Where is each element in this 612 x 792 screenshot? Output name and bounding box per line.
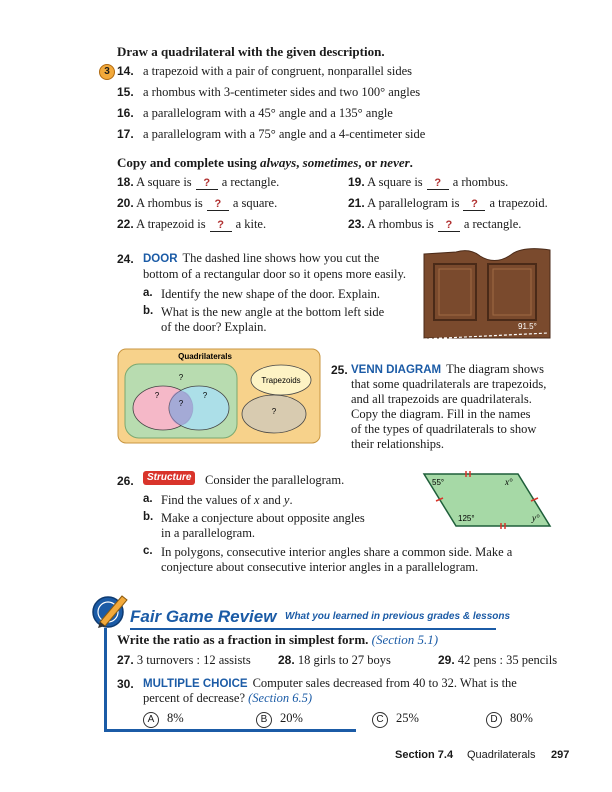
sub-text-part: . [289, 493, 293, 507]
sub-text: Identify the new shape of the door. Explain. [161, 287, 381, 301]
item-number: 28. [278, 653, 295, 667]
footer-title: Quadrilaterals [467, 749, 536, 761]
heading-separator: , [296, 155, 303, 170]
question-line: that some quadrilaterals are trapezoids, [351, 377, 547, 391]
venn-diagram [117, 348, 321, 444]
venn-question: ? [202, 391, 208, 400]
section-reference: (Section 6.5) [248, 691, 313, 705]
angle-label: y° [532, 513, 540, 523]
item-text: A parallelogram is [367, 196, 460, 210]
choice-letter: A [143, 712, 159, 728]
venn-overlap [169, 391, 193, 425]
item-number: 29. [438, 653, 455, 667]
question-text [143, 690, 312, 706]
list-item [117, 174, 279, 190]
item-text: a parallelogram with a 45° angle and a 135° angle [143, 106, 393, 120]
structure-badge: Structure [143, 471, 195, 485]
item-text: A rhombus is [367, 217, 434, 231]
choice-letter: C [372, 712, 388, 728]
question-line: of the types of quadrilaterals to show [351, 422, 537, 436]
angle-label: 91.5° [518, 322, 537, 331]
sub-text: In polygons, consecutive interior angles share a common side. Make a [161, 545, 513, 559]
item-text: A square is [136, 175, 192, 189]
question-line: bottom of a rectangular door so it opens more easily. [143, 267, 407, 281]
choice-value: 25% [396, 711, 419, 725]
item-text: a trapezoid with a pair of congruent, nonparallel sides [143, 64, 413, 78]
choice-c[interactable] [372, 710, 419, 728]
angle-label: 125° [458, 514, 475, 523]
answer-blank: ? [207, 198, 229, 211]
venn-question: ? [178, 373, 184, 382]
answer-blank: ? [438, 219, 460, 232]
list-item [348, 195, 548, 211]
list-item [348, 174, 508, 190]
choice-value: 20% [280, 711, 303, 725]
sub-label: b. [143, 511, 154, 523]
item-text: A rhombus is [136, 196, 203, 210]
venn-question: ? [154, 391, 160, 400]
item-number: 18. [117, 175, 134, 189]
instruction-text: Write the ratio as a fraction in simplest form. [117, 632, 369, 647]
choice-d[interactable] [486, 710, 533, 728]
list-item [117, 652, 251, 668]
item-text: a square. [232, 196, 278, 210]
question-text: Consider the parallelogram. [205, 473, 345, 487]
item-number: 27. [117, 653, 134, 667]
item-number: 24. [117, 252, 134, 266]
fair-game-title: Fair Game Review [130, 607, 277, 626]
section-heading [117, 155, 413, 171]
review-border-top [130, 628, 496, 630]
question-line: The diagram shows [446, 362, 544, 376]
item-number: 30. [117, 677, 134, 691]
variable-x: x [254, 493, 260, 507]
item-number: 23. [348, 217, 365, 231]
sub-text: of the door? Explain. [161, 320, 267, 334]
list-item [278, 652, 391, 668]
door-illustration [420, 242, 552, 342]
section-heading: Draw a quadrilateral with the given description. [117, 44, 385, 59]
item-text: a parallelogram with a 75° angle and a 4-centimeter side [143, 127, 426, 141]
pencil-icon [90, 590, 130, 630]
item-number: 25. [331, 363, 348, 377]
sub-label: a. [143, 493, 153, 505]
question-line: Computer sales decreased from 40 to 32. What is the [252, 676, 517, 690]
item-text: A trapezoid is [136, 217, 206, 231]
answer-blank: ? [196, 177, 218, 190]
sub-label: b. [143, 305, 154, 317]
sub-text: in a parallelogram. [161, 526, 256, 540]
item-number: 16. [117, 106, 134, 120]
answer-blank: ? [210, 219, 232, 232]
item-text: a trapezoid. [489, 196, 548, 210]
question-line: Copy the diagram. Fill in the names [351, 407, 531, 421]
list-item [348, 216, 521, 232]
question-line: and all trapezoids are quadrilaterals. [351, 392, 532, 406]
page-number: 297 [551, 749, 570, 761]
footer-section: Section 7.4 [395, 749, 454, 761]
item-text: a rectangle. [463, 217, 522, 231]
heading-text: Copy and complete using [117, 155, 261, 170]
sub-text: conjecture about consecutive interior angles in a parallelogram. [161, 560, 479, 574]
keyword-label: MULTIPLE CHOICE [143, 678, 248, 690]
question-line: their relationships. [351, 437, 445, 451]
item-number: 20. [117, 196, 134, 210]
sub-text [161, 492, 293, 508]
item-text: 3 turnovers : 12 assists [136, 653, 251, 667]
item-number: 21. [348, 196, 365, 210]
item-number: 22. [117, 217, 134, 231]
list-item [117, 195, 277, 211]
sub-text: Make a conjecture about opposite angles [161, 511, 365, 525]
keyword-never: never [380, 155, 410, 170]
keyword-label: VENN DIAGRAM [351, 364, 442, 376]
list-item [438, 652, 557, 668]
question-text [143, 250, 379, 267]
item-text: 42 pens : 35 pencils [457, 653, 558, 667]
review-border-end [356, 732, 360, 736]
venn-question: ? [271, 407, 277, 416]
variable-y: y [283, 493, 290, 507]
list-item [117, 216, 266, 232]
venn-question: ? [178, 399, 184, 408]
angle-label: 55° [432, 478, 445, 487]
choice-b[interactable] [256, 710, 303, 728]
choice-letter: B [256, 712, 272, 728]
fair-game-subtitle: What you learned in previous grades & lessons [285, 611, 511, 622]
question-line: The dashed line shows how you cut the [182, 251, 380, 265]
venn-title: Quadrilaterals [178, 352, 232, 361]
choice-value: 80% [510, 711, 533, 725]
review-instruction [117, 632, 438, 648]
keyword-always: always [260, 155, 297, 170]
trapezoids-label: Trapezoids [261, 376, 301, 385]
choice-value: 8% [167, 711, 184, 725]
item-number: 14. [117, 64, 134, 78]
keyword-sometimes: sometimes [302, 155, 359, 170]
difficulty-badge: 3 [99, 64, 115, 80]
item-number: 15. [117, 85, 134, 99]
item-number: 19. [348, 175, 365, 189]
sub-label: c. [143, 545, 153, 557]
item-text: a rhombus. [452, 175, 509, 189]
answer-blank: ? [427, 177, 449, 190]
item-number: 17. [117, 127, 134, 141]
item-text: a kite. [235, 217, 267, 231]
choice-a[interactable] [143, 710, 184, 728]
sub-text-part: and [259, 493, 284, 507]
item-text: a rectangle. [221, 175, 280, 189]
choice-letter: D [486, 712, 502, 728]
item-number: 26. [117, 474, 134, 488]
item-text: a rhombus with 3-centimeter sides and two 100° angles [143, 85, 421, 99]
heading-period: . [409, 155, 413, 170]
sub-text-part: Find the values of [161, 493, 255, 507]
review-border-left [104, 628, 107, 732]
keyword-label: DOOR [143, 253, 178, 265]
sub-text: What is the new angle at the bottom left side [161, 305, 385, 319]
answer-blank: ? [463, 198, 485, 211]
heading-separator: , or [358, 155, 381, 170]
review-border-bottom [104, 729, 356, 732]
item-text: 18 girls to 27 boys [297, 653, 391, 667]
parallelogram-figure [420, 470, 556, 530]
angle-label: x° [505, 477, 513, 487]
item-text: A square is [367, 175, 423, 189]
section-reference: (Section 5.1) [371, 632, 439, 647]
question-line: percent of decrease? [143, 691, 246, 705]
sub-label: a. [143, 287, 153, 299]
